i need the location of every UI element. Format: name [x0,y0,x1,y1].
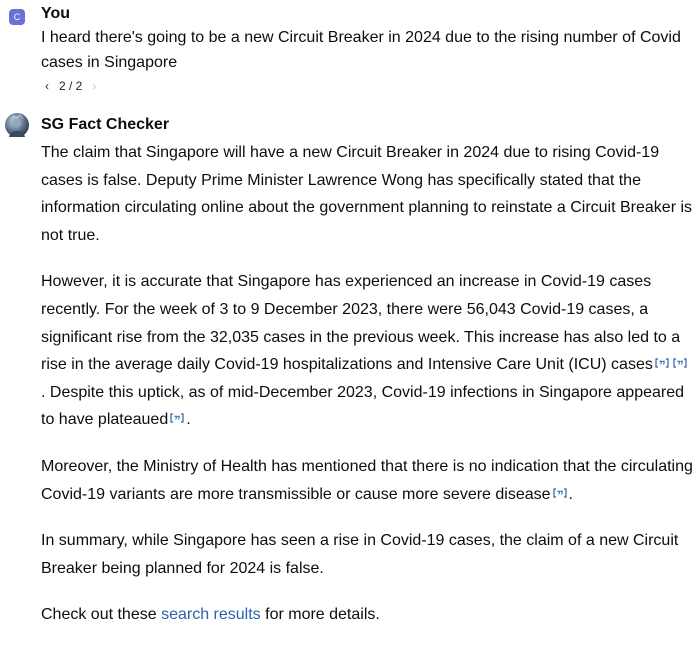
assistant-author-name: SG Fact Checker [41,116,170,133]
citation-icon[interactable] [655,358,669,368]
paragraph-5-text-b: for more details. [260,606,380,624]
paragraph-2 [41,268,693,434]
paragraph-1 [41,139,693,249]
paragraph-4 [41,527,693,582]
paragraph-2-text-c: . [186,411,191,429]
user-message-text: I heard there's going to be a new Circuit Breaker in 2024 due to the rising number of Covid cases in Singapore [41,29,681,71]
user-avatar: C [9,9,25,25]
search-results-link[interactable]: search results [161,606,261,624]
paragraph-2-text-b: . Despite this uptick, as of mid-December 2023, Covid-19 infections in Singapore appeared to have plateaued [41,383,685,429]
paragraph-5 [41,601,693,629]
chevron-left-icon[interactable]: ‹ [45,79,49,93]
paragraph-2-text-a: However, it is accurate that Singapore has experienced an increase in Covid-19 cases recently. For the week of 3 to 9 December 2023, there were 56,043 Covid-19 cases, a significant rise from the 32,035 cases in the previous week. This increase has also led to a rise in the average daily Covid-19 hospitalizations and Intensive Care Unit (ICU) cases [41,273,681,374]
pager-label: 2 / 2 [59,79,83,93]
paragraph-5-text-a: Check out these [41,606,162,624]
assistant-avatar [5,113,29,137]
paragraph-4-text: In summary, while Singapore has seen a rise in Covid-19 cases, the claim of a new Circuit Breaker being planned for 2024 is false. [41,532,679,577]
paragraph-3-text-a: Moreover, the Ministry of Health has mentioned that there is no indication that the circulating Covid-19 variants are more transmissible or cause more severe disease [41,457,693,503]
user-author-name: You [41,5,71,22]
citation-icon[interactable] [673,358,687,368]
chevron-right-icon[interactable]: › [92,79,97,93]
paragraph-3 [41,453,693,508]
citation-icon[interactable] [170,413,184,423]
assistant-message-body [41,139,693,648]
citation-icon[interactable] [553,488,567,498]
paragraph-1-text: The claim that Singapore will have a new Circuit Breaker in 2024 due to rising Covid-19 cases is false. Deputy Prime Minister Lawrence Wong has specifically stated that the information circulating online about the government planning to reinstate a Circuit Breaker is not true. [41,144,693,244]
response-pager [41,78,100,94]
paragraph-3-text-b: . [568,485,573,503]
